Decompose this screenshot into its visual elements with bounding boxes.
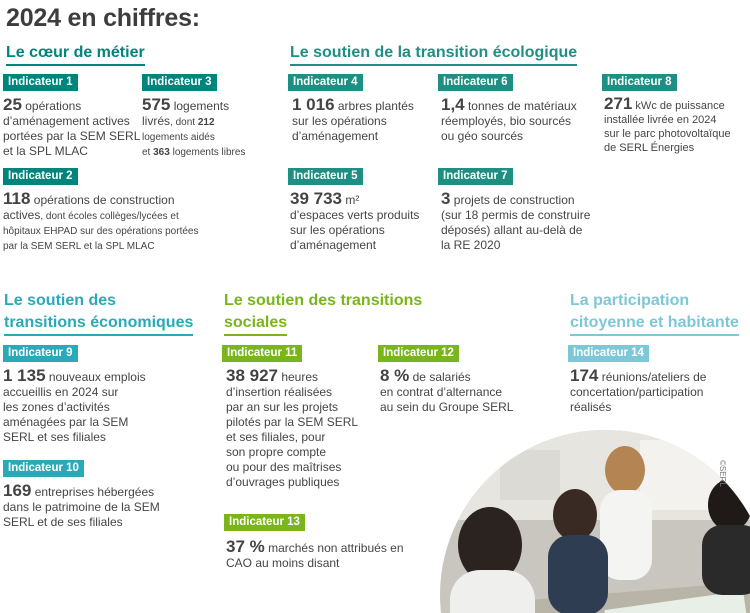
photo-credit: ©SERL <box>718 460 727 487</box>
indicator-badge: Indicateur 4 <box>288 74 363 91</box>
indicator-13: Indicateur 13 37 % marchés non attribués en CAO au moins disant <box>226 516 404 570</box>
indicator-badge: Indicateur 1 <box>3 74 78 91</box>
indicator-badge: Indicateur 2 <box>3 168 78 185</box>
indicator-5: Indicateur 5 39 733 m² d’espaces verts produits sur les opérations d’aménagement <box>290 170 420 252</box>
indicator-8: Indicateur 8 271 kWc de puissance installée livrée en 2024 sur le parc photovoltaïque de SERL Énergies <box>604 76 731 154</box>
indicator-4: Indicateur 4 1 016 arbres plantés sur les opérations d’aménagement <box>288 72 414 144</box>
indicator-2: Indicateur 2 118 opérations de construction actives, dont écoles collèges/lycées et hôpitaux EHPAD sur des opérations portées par la SEM SERL et la SPL MLAC <box>3 170 199 252</box>
indicator-badge: Indicateur 11 <box>222 345 302 362</box>
indicator-badge: Indicateur 7 <box>438 168 513 185</box>
indicator-7: Indicateur 7 3 projets de construction (sur 18 permis de construire déposés) allant au-delà de la RE 2020 <box>438 166 590 253</box>
section-title-eco: Le soutien des transitions économiques <box>4 290 193 336</box>
indicator-14: Indicateur 14 174 réunions/ateliers de concertation/participation réalisés <box>570 347 707 414</box>
indicator-badge: Indicateur 6 <box>438 74 513 91</box>
workshop-photo <box>440 430 750 613</box>
indicator-9: Indicateur 9 1 135 nouveaux emplois accueillis en 2024 sur les zones d’activités aménagées par la SEM SERL et ses filiales <box>3 347 146 444</box>
indicator-1: Indicateur 1 25 opérations d’aménagement actives portées par la SEM SERL et la SPL MLAC <box>3 76 141 158</box>
indicator-12: Indicateur 12 8 % de salariés en contrat d’alternance au sein du Groupe SERL <box>380 347 514 414</box>
section-title-ecolo: Le soutien de la transition écologique <box>290 42 577 66</box>
indicator-6: Indicateur 6 1,4 tonnes de matériaux réemployés, bio sourcés ou géo sourcés <box>438 72 577 144</box>
indicator-10: Indicateur 10 169 entreprises hébergées dans le patrimoine de la SEM SERL et de ses filiales <box>3 462 160 529</box>
indicator-badge: Indicateur 10 <box>3 460 84 477</box>
indicator-badge: Indicateur 3 <box>142 74 217 91</box>
indicator-11: Indicateur 11 38 927 heures d’insertion réalisées par an sur les projets pilotés par la SEM SERL et ses filiales, pour son propre compte ou pour des maîtrises d’ouvrages publiques <box>222 343 358 490</box>
indicator-badge: Indicateur 5 <box>288 168 363 185</box>
page-title: 2024 en chiffres: <box>6 4 200 32</box>
section-title-social: Le soutien des transitions sociales <box>224 290 422 336</box>
section-title-core: Le cœur de métier <box>6 42 145 66</box>
indicator-badge: Indicateur 12 <box>378 345 459 362</box>
indicator-badge: Indicateur 9 <box>3 345 78 362</box>
indicator-3: Indicateur 3 575 logements livrés, dont 212 logements aidés et 363 logements libres <box>142 76 246 158</box>
indicator-badge: Indicateur 8 <box>602 74 677 91</box>
indicator-badge: Indicateur 14 <box>568 345 649 362</box>
indicator-badge: Indicateur 13 <box>224 514 305 531</box>
section-title-citizen: La participation citoyenne et habitante <box>570 290 739 336</box>
